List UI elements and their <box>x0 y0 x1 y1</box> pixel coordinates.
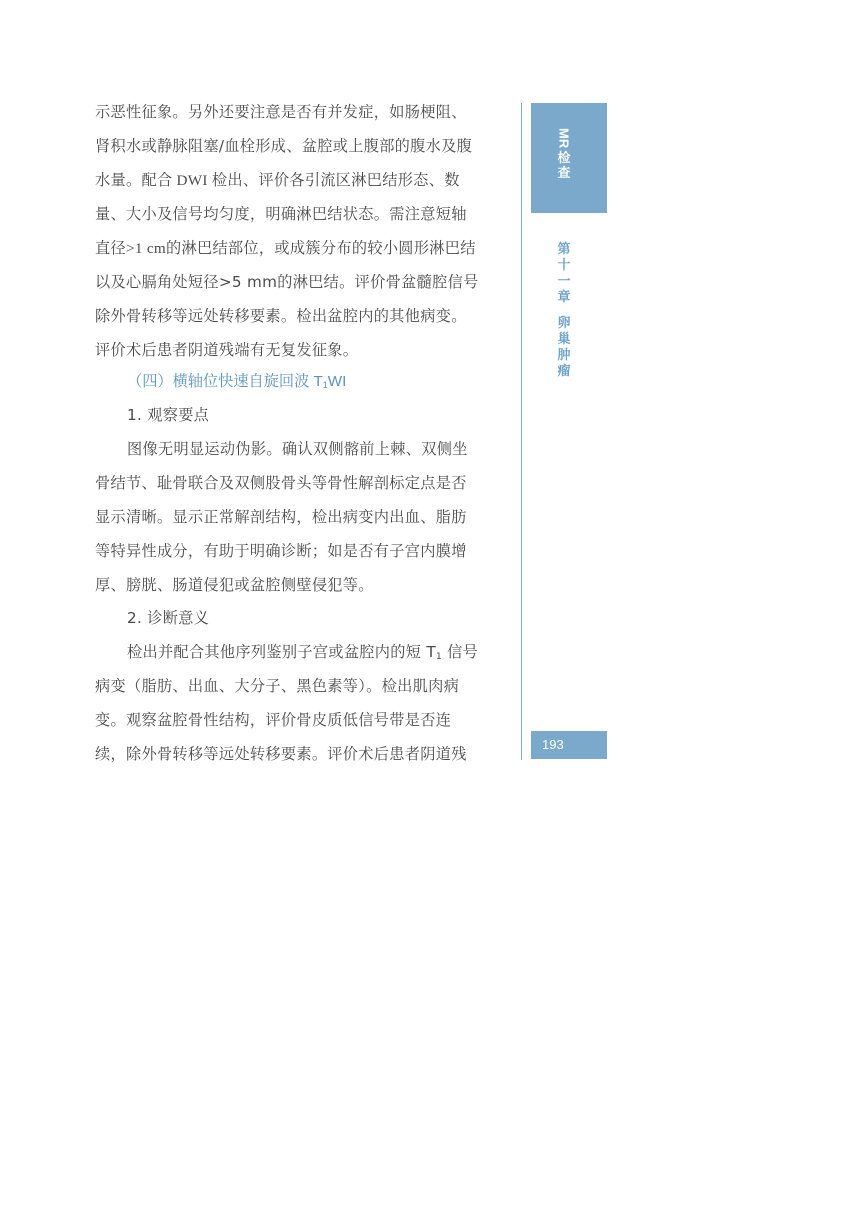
text-line: 续，除外骨转移等远处转移要素。评价术后患者阴道残 <box>95 745 467 763</box>
text-segment: 水量。配合 <box>95 171 173 189</box>
text-line: 图像无明显运动伪影。确认双侧髂前上棘、双侧坐 <box>127 440 468 458</box>
chapter-title-char: 卵 <box>557 316 571 331</box>
text-line: 骨结节、耻骨联合及双侧股骨头等骨性解剖标定点是否 <box>95 474 467 492</box>
text-segment: 检出并配合其他序列鉴别子宫或盆腔内的短 T <box>127 643 436 661</box>
chapter-char: 第 <box>557 242 571 257</box>
section-tab-latin: MR <box>556 128 572 149</box>
subheading: 2. 诊断意义 <box>127 609 210 627</box>
text-line: 量、大小及信号均匀度，明确淋巴结状态。需注意短轴 <box>95 205 467 223</box>
subheading: 1. 观察要点 <box>127 406 210 424</box>
heading-text: （四）横轴位快速自旋回波 T <box>127 373 323 390</box>
page-number: 193 <box>542 737 564 752</box>
text-segment: 以及心膈角处短径>5 mm <box>95 273 278 291</box>
chapter-char: 十 <box>557 258 571 273</box>
text-segment: 的淋巴结。评价骨盆髓腔信号 <box>277 273 479 291</box>
chapter-label <box>555 242 573 380</box>
chapter-title-char: 肿 <box>557 348 571 363</box>
chapter-title-char: 瘤 <box>557 364 571 379</box>
text-line: 评价术后患者阴道残端有无复发征象。 <box>95 341 359 359</box>
section-tab-char: 查 <box>557 165 571 181</box>
text-line <box>127 635 478 669</box>
chapter-char: 一 <box>557 274 571 289</box>
text-segment: 检出、评价各引流区淋巴结形态、数 <box>211 171 460 189</box>
text-subscript: 1 <box>435 652 442 662</box>
text-line: 等特异性成分，有助于明确诊断；如是否有子宫内膜增 <box>95 542 467 560</box>
text-line: 示恶性征象。另外还要注意是否有并发症，如肠梗阻、 <box>95 103 467 121</box>
text-line: 除外骨转移等远处转移要素。检出盆腔内的其他病变。 <box>95 307 467 325</box>
text-line <box>95 231 476 265</box>
heading-subscript: 1 <box>322 380 328 390</box>
heading-text-end: WI <box>327 373 347 390</box>
text-line <box>95 163 460 197</box>
chapter-gap <box>555 306 573 316</box>
chapter-title-char: 巢 <box>557 332 571 347</box>
sidebar-divider <box>521 103 522 760</box>
text-line <box>95 265 479 299</box>
section-tab-label <box>554 128 574 180</box>
section-heading <box>127 365 346 399</box>
chapter-char: 章 <box>557 290 571 305</box>
text-line: 显示清晰。显示正常解剖结构，检出病变内出血、脂肪 <box>95 508 467 526</box>
text-line: 厚、膀胱、肠道侵犯或盆腔侧壁侵犯等。 <box>95 576 374 594</box>
text-segment: 的淋巴结部位，或成簇分布的较小圆形淋巴结 <box>166 239 476 257</box>
text-segment: 直径>1 cm <box>95 240 166 257</box>
section-tab-char: 检 <box>557 150 571 166</box>
text-line: 病变（脂肪、出血、大分子、黑色素等）。检出肌肉病 <box>95 677 460 695</box>
text-segment: 信号 <box>442 643 479 661</box>
text-line: 变。观察盆腔骨性结构，评价骨皮质低信号带是否连 <box>95 711 452 729</box>
text-segment: DWI <box>172 172 212 189</box>
text-line: 肾积水或静脉阻塞/血栓形成、盆腔或上腹部的腹水及腹 <box>95 137 473 155</box>
